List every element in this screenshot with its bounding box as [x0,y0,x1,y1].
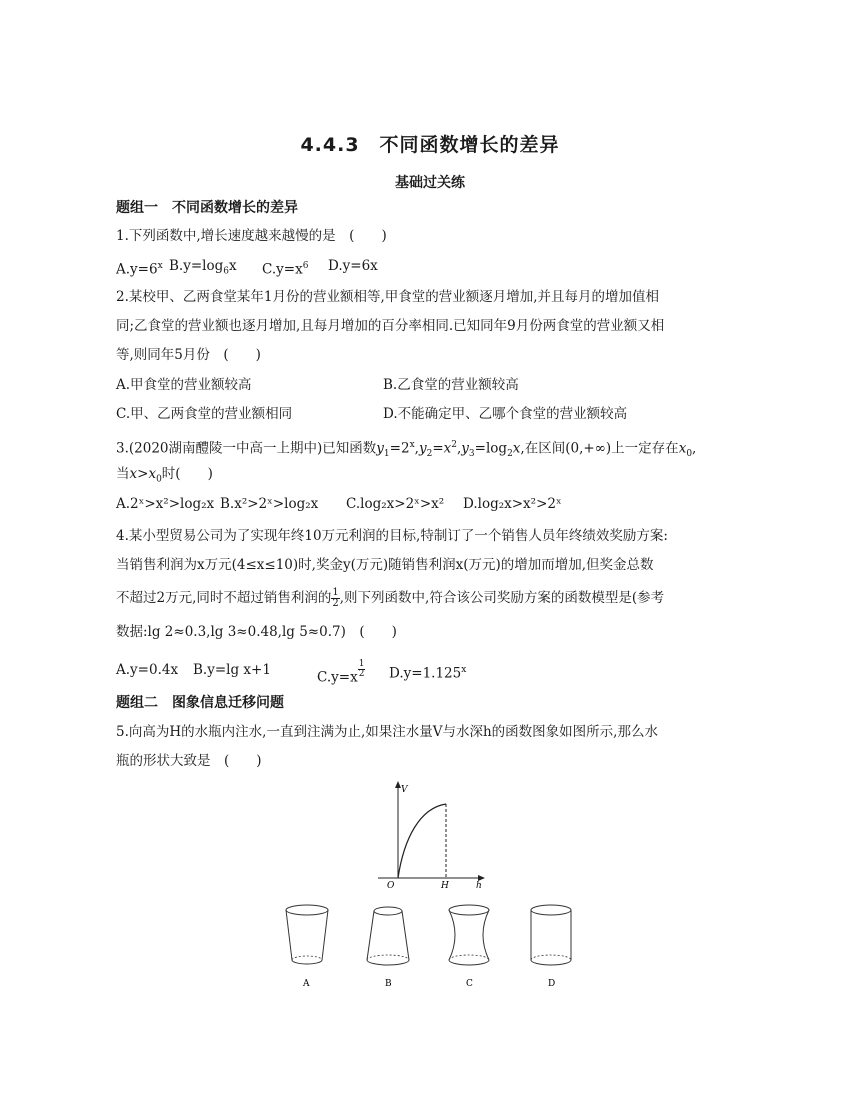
q2-option-d: D.不能确定甲、乙哪个食堂的营业额较高 [383,406,628,422]
q4-option-b: B.y=lg x+1 [193,662,271,678]
volume-depth-graph [370,778,495,893]
q3-option-c: C.log₂x>2ˣ>x² [346,496,445,512]
bottle-d [531,905,571,989]
question-2-line-2: 同;乙食堂的营业额也逐月增加,且每月增加的百分率相同.已知同年9月份两食堂的营业额又相 [116,318,665,334]
group-heading-1: 题组一 不同函数增长的差异 [116,200,298,216]
question-4-line-2: 当销售利润为x万元(4≤x≤10)时,奖金y(万元)随销售利润x(万元)的增加而增加,但奖金总数 [116,557,654,573]
q3-option-d: D.log₂x>x²>2ˣ [463,496,562,512]
bottle-c-label: C [466,979,473,989]
fraction-one-half: $\frac{1}{2}$ [332,587,339,609]
h-tick-label: H [441,881,449,891]
origin-label: O [387,881,395,891]
bottle-b [367,907,409,989]
q4-option-a: A.y=0.4x [116,662,179,678]
q4-option-d: $D.y=1.125^x$ [389,665,467,682]
q1-option-c: $C.y=x^6$ [262,261,309,278]
question-1-stem: 1.下列函数中,增长速度越来越慢的是 ( ) [116,228,387,244]
group-heading-2: 题组二 图象信息迁移问题 [116,695,284,711]
y-axis-label: V [401,785,408,795]
page-title: 4.4.3 不同函数增长的差异 [300,134,560,156]
q1-option-a: $A.y=6^x$ [116,261,163,278]
question-5-line-1: 5.向高为H的水瓶内注水,一直到注满为止,如果注水量V与水深h的函数图象如图所示,那么水 [116,724,658,740]
q3-option-b: B.x²>2ˣ>log₂x [220,496,319,512]
q4-option-c: C.y=x $\frac{1}{2}$ [317,659,365,686]
bottle-a-label: A [303,979,310,989]
q2-option-b: B.乙食堂的营业额较高 [383,377,519,393]
bottle-b-label: B [385,979,392,989]
bottle-choices [275,898,595,993]
question-4-line-4: 数据:lg 2≈0.3,lg 3≈0.48,lg 5≈0.7) ( ) [116,624,397,640]
x-axis-label: h [476,881,482,891]
question-5-line-2: 瓶的形状大致是 ( ) [116,753,262,769]
question-3-line-1: 3.(2020湖南醴陵一中高一上期中)已知函数$y_1=2^x,y_2=x^2,y_3=\log_2x$,在区间(0,+∞)上一定存在$x_0$, [116,440,697,460]
q3-option-a: A.2ˣ>x²>log₂x [116,496,215,512]
volume-curve [398,804,446,878]
question-2-line-1: 2.某校甲、乙两食堂某年1月份的营业额相等,甲食堂的营业额逐月增加,并且每月的增加值相 [116,289,660,305]
bottle-c [449,905,489,989]
question-4-line-1: 4.某小型贸易公司为了实现年终10万元利润的目标,特制订了一个销售人员年终绩效奖励方案: [116,528,668,544]
bottle-a [286,905,328,989]
question-3-line-2: 当$x>x_0$时( ) [116,466,213,485]
q1-option-b: $B.y=\log_6x$ [169,258,237,277]
question-2-line-3: 等,则同年5月份 ( ) [116,347,261,363]
section-subtitle: 基础过关练 [395,175,465,191]
q1-option-d: D.y=6x [328,258,378,274]
q2-option-c: C.甲、乙两食堂的营业额相同 [116,406,293,422]
bottle-d-label: D [548,979,556,989]
q2-option-a: A.甲食堂的营业额较高 [116,377,252,393]
question-4-line-3: 不超过2万元,同时不超过销售利润的 $\frac{1}{2}$ ,则下列函数中,符合该公司奖励方案的函数模型是(参考 [116,587,665,609]
